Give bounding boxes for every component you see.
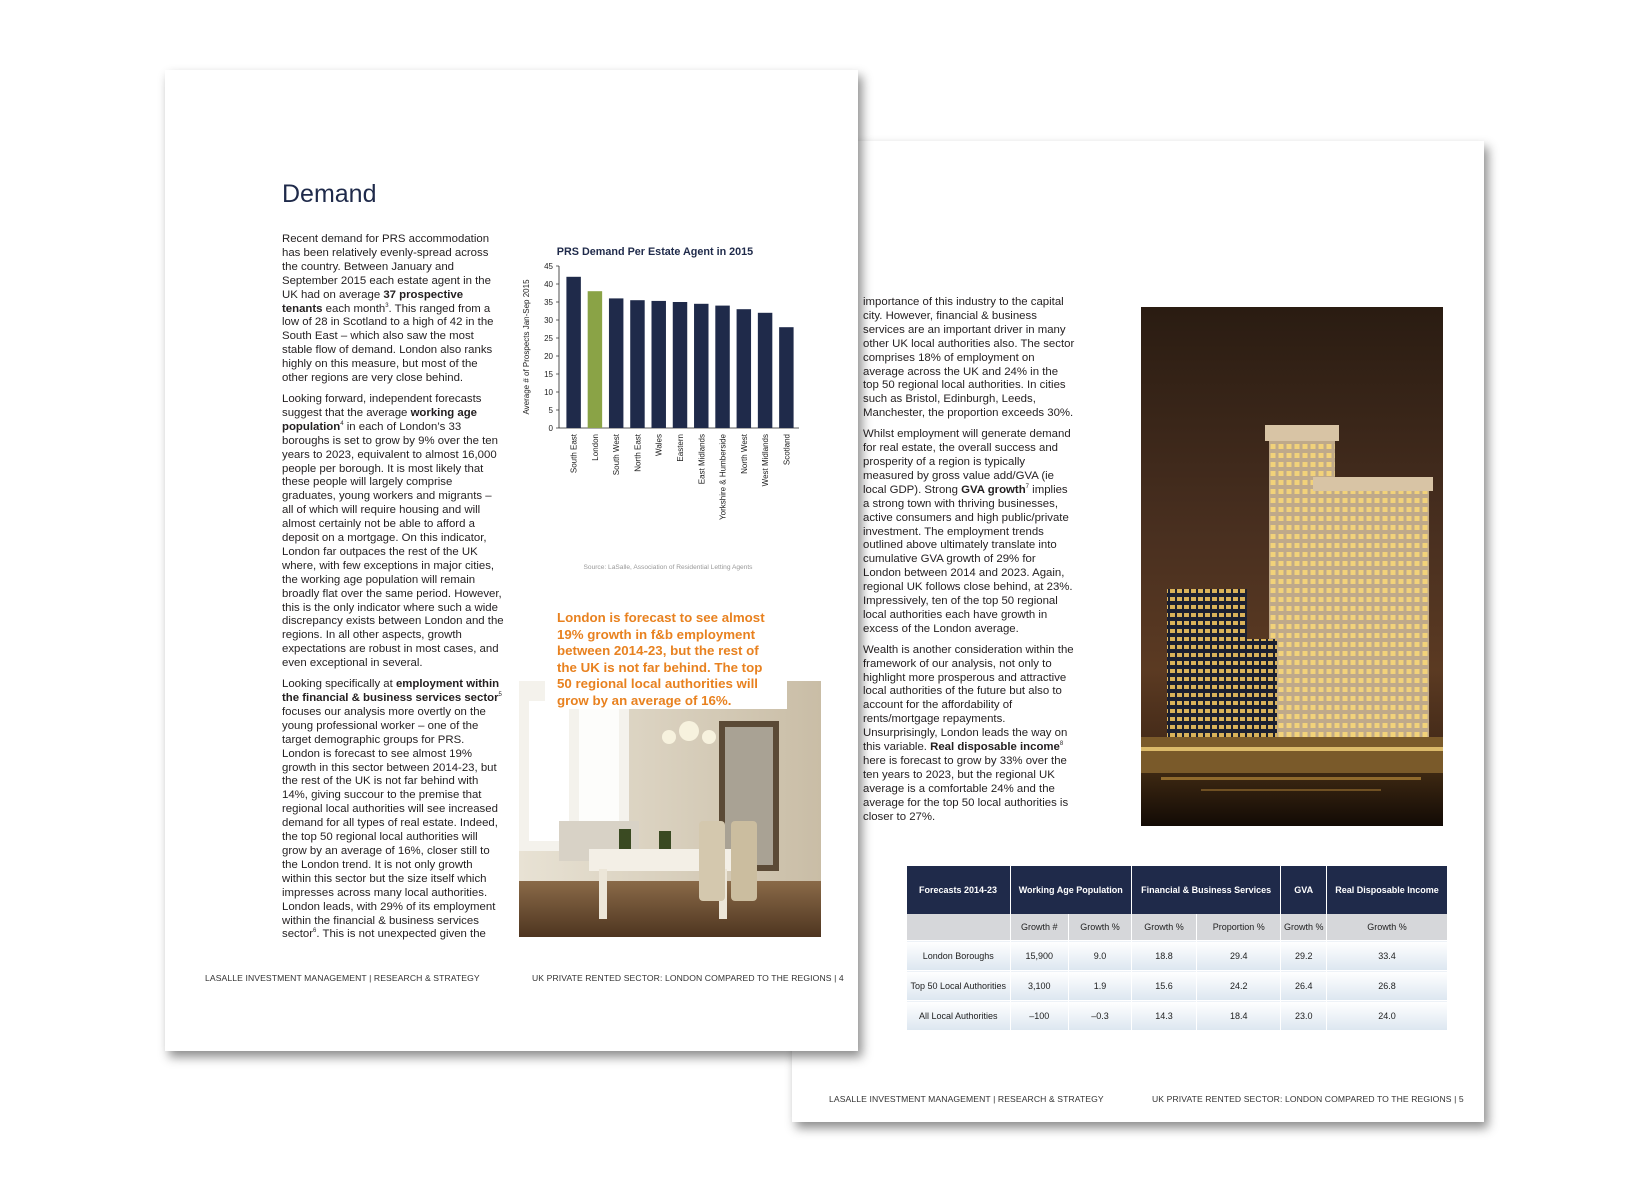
page-title: Demand [282,180,377,208]
x-tick-label: West Midlands [761,434,771,487]
table-cell: 29.4 [1197,941,1281,971]
y-tick-label: 40 [544,280,553,289]
table-header: Forecasts 2014-23 [907,866,1011,914]
table-cell: 24.0 [1327,1001,1447,1031]
table-subheader: Growth % [1281,914,1327,941]
bar-east-midlands [694,304,708,428]
chart-source: Source: LaSalle, Association of Residential Letting Agents [583,564,753,571]
table-cell: 26.4 [1281,971,1327,1001]
table-cell: 24.2 [1197,971,1281,1001]
paragraph: Wealth is another consideration within the framework of our analysis, not only to highlight more prosperous and attractive local authorities of the future but also to account for the affordability of rents/mortgage repayments. Unsurprisingly, London leads the way on this variable. Real disposable income$^8$ here is forecast to grow by 33% over the ten years to 2023, but the regional UK average is a comfortable 24% and the average for the top 50 local authorities is closer to 27%. [863,643,1074,823]
y-tick-label: 15 [544,370,553,379]
y-tick-label: 0 [548,424,553,433]
table-cell: 18.4 [1197,1001,1281,1031]
table-cell: 3,100 [1010,971,1068,1001]
bar-eastern [673,302,687,428]
y-tick-label: 5 [548,406,553,415]
y-axis-label: Average # of Prospects Jan-Sep 2015 [522,279,531,415]
table-cell: Top 50 Local Authorities [907,971,1011,1001]
table-cell: 14.3 [1131,1001,1196,1031]
bar-yorkshire-humberside [715,306,729,428]
table-cell: 26.8 [1327,971,1447,1001]
bar-scotland [779,327,793,428]
table-subheader: Proportion % [1197,914,1281,941]
bar-north-east [630,300,644,428]
bar-wales [651,301,665,428]
right-body-text [863,296,1075,832]
page-right [792,141,1484,1122]
table-subheader-row [907,914,1448,941]
table-subheader: Growth % [1131,914,1196,941]
table-cell: 15.6 [1131,971,1196,1001]
bar-south-west [609,298,623,428]
dining-room-photo [519,681,821,937]
prs-demand-bar-chart [522,262,805,646]
chart-title: PRS Demand Per Estate Agent in 2015 [556,246,754,258]
x-tick-label: Yorkshire & Humberside [718,434,728,520]
y-tick-label: 10 [544,388,553,397]
night-tower-photo [1141,307,1443,826]
table-row [907,1001,1448,1031]
x-tick-label: London [590,434,600,461]
paragraph: importance of this industry to the capital city. However, financial & business services are an important driver in many other UK local authorities also. The sector comprises 18% of employment on average across the UK and 24% in the top 50 regional local authorities. In cities such as Bristol, Edinburgh, Leeds, Manchester, the proportion exceeds 30%. [863,296,1075,420]
page-left [165,70,858,1051]
y-tick-label: 20 [544,352,553,361]
footer-right: UK PRIVATE RENTED SECTOR: LONDON COMPARED TO THE REGIONS | 5 [1152,1094,1464,1104]
table-cell: 18.8 [1131,941,1196,971]
table-cell: 9.0 [1068,941,1131,971]
paragraph: Looking forward, independent forecasts suggest that the average working age population$^4$ in each of London’s 33 boroughs is set to grow by 9% over the ten years to 2023, equivalent to almost 16,000 people per borough. It is most likely that these people will largely comprise graduates, young workers and migrants – all of which will require housing and will almost certainly not be able to afford a deposit on a mortgage. On this indicator, London far outpaces the rest of the UK where, with few exceptions in major cities, the working age population will remain broadly flat over the same period. However, this is the only indicator where such a wide discrepancy exists between London and the regions. In all other aspects, growth expectations are robust in most cases, and even exceptional in several. [282,392,504,670]
table-row [907,971,1448,1001]
x-tick-label: Scotland [782,434,792,466]
table-cell: All Local Authorities [907,1001,1011,1031]
footer-right: UK PRIVATE RENTED SECTOR: LONDON COMPARED TO THE REGIONS | 4 [532,973,844,983]
x-tick-label: South West [612,434,622,476]
table-header: Financial & Business Services [1131,866,1280,914]
y-tick-label: 45 [544,262,553,271]
table-cell: 33.4 [1327,941,1447,971]
table-subheader: Growth # [1010,914,1068,941]
bar-west-midlands [758,313,772,428]
table-header-row [907,866,1448,914]
paragraph: Looking specifically at employment within the financial & business services sector$^5$ focuses our analysis more overtly on the young professional worker – one of the target demographic groups for PRS. London is forecast to see almost 19% growth in this sector between 2014-23, but the rest of the UK is not far behind with 14%, giving succour to the premise that regional local authorities will see increased demand for all types of real estate. Indeed, the top 50 regional local authorities will grow by an average of 16%, closer still to the London trend. It is not only growth within this sector but the size itself which impresses across many local authorities. London leads, with 29% of its employment within the financial & business services sector$^6$. This is not unexpected given the [282,678,502,941]
table-subheader: Growth % [1068,914,1131,941]
table-cell: 15,900 [1010,941,1068,971]
bar-london [588,291,602,428]
x-tick-label: East Midlands [697,434,707,485]
left-body-text [282,233,504,949]
bar-south-east [566,277,580,428]
table-header: Real Disposable Income [1327,866,1447,914]
x-tick-label: North East [633,434,643,472]
y-tick-label: 35 [544,298,553,307]
table-cell: London Boroughs [907,941,1011,971]
callout-quote: London is forecast to see almost 19% growth in f&b employment between 2014-23, but the rest of the UK is not far behind. The top 50 regional local authorities will grow by an average of 16%. [545,600,787,709]
table-subheader [907,914,1011,941]
x-tick-label: Wales [654,434,664,456]
table-cell: –100 [1010,1001,1068,1031]
x-tick-label: Eastern [676,434,685,462]
x-tick-label: South East [569,434,579,474]
table-cell: 29.2 [1281,941,1327,971]
x-tick-label: North West [739,434,749,474]
paragraph: Recent demand for PRS accommodation has been relatively evenly-spread across the country. Between January and September 2015 each estate agent in the UK had on average 37 prospective tenants each month$^3$. This ranged from a low of 28 in Scotland to a high of 42 in the South East – which also saw the most stable flow of demand. London also ranks highly on this measure, but most of the other regions are very close behind. [282,233,494,385]
table-subheader: Growth % [1327,914,1447,941]
y-tick-label: 30 [544,316,553,325]
footer-left: LASALLE INVESTMENT MANAGEMENT | RESEARCH & STRATEGY [829,1094,1104,1104]
table-cell: 23.0 [1281,1001,1327,1031]
table-cell: –0.3 [1068,1001,1131,1031]
paragraph: Whilst employment will generate demand for real estate, the overall success and prosperity of a region is typically measured by gross value add/GVA (ie local GDP). Strong GVA growth$^7$ implies a strong town with thriving businesses, active consumers and high public/private investment. The employment trends outlined above ultimately translate into cumulative GVA growth of 29% for London between 2014 and 2023. Again, regional UK follows close behind, at 23%. Impressively, ten of the top 50 regional local authorities each have growth in excess of the London average. [863,428,1073,635]
table-header: Working Age Population [1010,866,1131,914]
table-header: GVA [1281,866,1327,914]
footer-left: LASALLE INVESTMENT MANAGEMENT | RESEARCH & STRATEGY [205,973,480,983]
bar-north-west [737,309,751,428]
y-tick-label: 25 [544,334,553,343]
table-cell: 1.9 [1068,971,1131,1001]
forecasts-table [906,866,1447,1030]
table-row [907,941,1448,971]
